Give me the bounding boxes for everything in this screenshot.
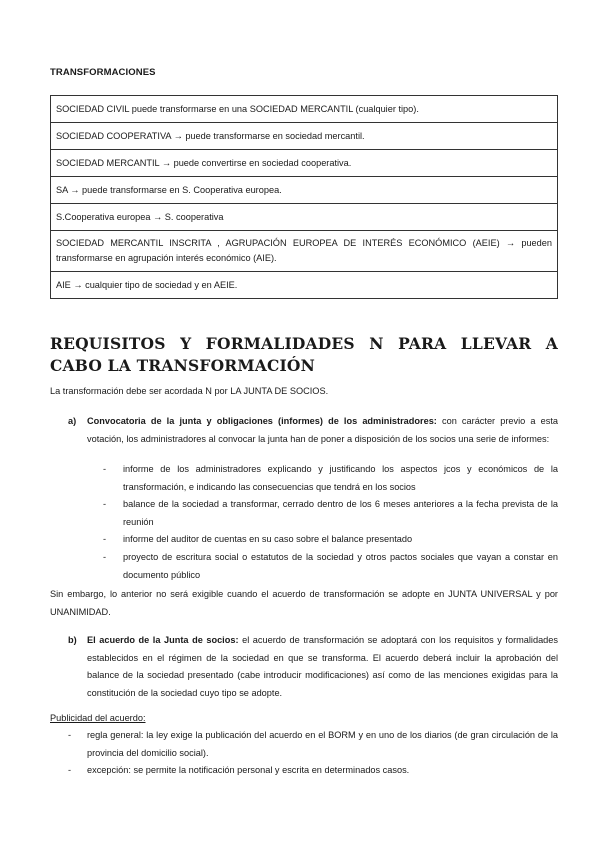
transformations-table bbox=[50, 95, 558, 299]
table-row bbox=[51, 96, 558, 123]
list-item-text: informe del auditor de cuentas en su caso sobre el balance presentado bbox=[123, 534, 413, 545]
publicity-bullet-list bbox=[68, 727, 558, 780]
table-row bbox=[51, 231, 558, 272]
item-a-bullet-list bbox=[103, 461, 558, 584]
intro-paragraph: La transformación debe ser acordada N por LA JUNTA DE SOCIOS. bbox=[50, 386, 329, 396]
table-cell: AIE → cualquier tipo de sociedad y en AEIE. bbox=[51, 272, 558, 299]
item-b-body bbox=[87, 632, 558, 702]
item-a-label: a) bbox=[68, 416, 77, 426]
item-a bbox=[68, 413, 558, 465]
dash-marker: - bbox=[103, 551, 107, 562]
dash-marker: - bbox=[68, 730, 72, 740]
publicity-title: Publicidad del acuerdo: bbox=[50, 713, 146, 723]
item-a-title: Convocatoria de la junta y obligaciones (informes) de los administradores: bbox=[87, 416, 437, 426]
table-row bbox=[51, 123, 558, 150]
dash-marker: - bbox=[103, 499, 107, 510]
list-item bbox=[103, 549, 558, 584]
item-a-text: con carácter previo a esta votación, los administradores al convocar la junta han de poner a disposición de los socios una serie de informes: bbox=[87, 416, 558, 444]
list-item bbox=[103, 531, 558, 549]
item-a-body bbox=[87, 413, 558, 448]
table-cell: SOCIEDAD COOPERATIVA → puede transformarse en sociedad mercantil. bbox=[51, 123, 558, 150]
table-cell: SOCIEDAD MERCANTIL INSCRITA , AGRUPACIÓN EUROPEA DE INTERÉS ECONÓMICO (AEIE) → pueden transformarse en agrupación interés económico (AIE). bbox=[51, 231, 558, 272]
table-row bbox=[51, 150, 558, 177]
dash-marker: - bbox=[68, 765, 72, 776]
list-item-text: regla general: la ley exige la publicación del acuerdo en el BORM y en uno de los diarios (de gran circulación de la provincia del domicilio social). bbox=[87, 730, 558, 758]
table-cell: S.Cooperativa europea → S. cooperativa bbox=[51, 204, 558, 231]
exception-paragraph: Sin embargo, lo anterior no será exigible cuando el acuerdo de transformación se adopte en JUNTA UNIVERSAL y por UNANIMIDAD. bbox=[50, 589, 558, 617]
item-b-title: El acuerdo de la Junta de socios: bbox=[87, 635, 239, 645]
list-item bbox=[103, 496, 558, 531]
table-row bbox=[51, 177, 558, 204]
table-row bbox=[51, 204, 558, 231]
item-b-label: b) bbox=[68, 635, 77, 645]
list-item-text: proyecto de escritura social o estatutos de la sociedad y otros pactos sociales que vayan a constar en documento público bbox=[123, 551, 558, 580]
table-cell: SA → puede transformarse en S. Cooperativa europea. bbox=[51, 177, 558, 204]
list-item-text: excepción: se permite la notificación personal y escrita en determinados casos. bbox=[87, 765, 410, 776]
list-item-text: informe de los administradores explicando y justificando los aspectos jcos y económicos de la transformación, e indicando las consecuencias que tendrá en los socios bbox=[123, 464, 558, 492]
list-item bbox=[103, 461, 558, 496]
table-cell: SOCIEDAD MERCANTIL → puede convertirse en sociedad cooperativa. bbox=[51, 150, 558, 177]
list-item bbox=[68, 762, 558, 780]
section-title: TRANSFORMACIONES bbox=[50, 67, 156, 78]
item-b-text: el acuerdo de transformación se adoptará con los requisitos y formalidades establecidos en el régimen de la sociedad en que se transforma. El acuerdo deberá incluir la aprobación del balance de la sociedad presentado (cabe introducir modificaciones) así como de las menciones exigidas para la constitución de la sociedad cuyo tipo se adopte. bbox=[87, 635, 559, 698]
table-cell: SOCIEDAD CIVIL puede transformarse en una SOCIEDAD MERCANTIL (cualquier tipo). bbox=[51, 96, 558, 123]
dash-marker: - bbox=[103, 534, 107, 545]
list-item bbox=[68, 727, 558, 762]
list-item-text: balance de la sociedad a transformar, cerrado dentro de los 6 meses anteriores a la fecha prevista de la reunión bbox=[123, 499, 558, 527]
item-b bbox=[68, 632, 558, 704]
table-row bbox=[51, 272, 558, 299]
section-heading: REQUISITOS Y FORMALIDADES N PARA LLEVAR A CABO LA TRANSFORMACIÓN bbox=[50, 334, 558, 375]
dash-marker: - bbox=[103, 464, 107, 474]
